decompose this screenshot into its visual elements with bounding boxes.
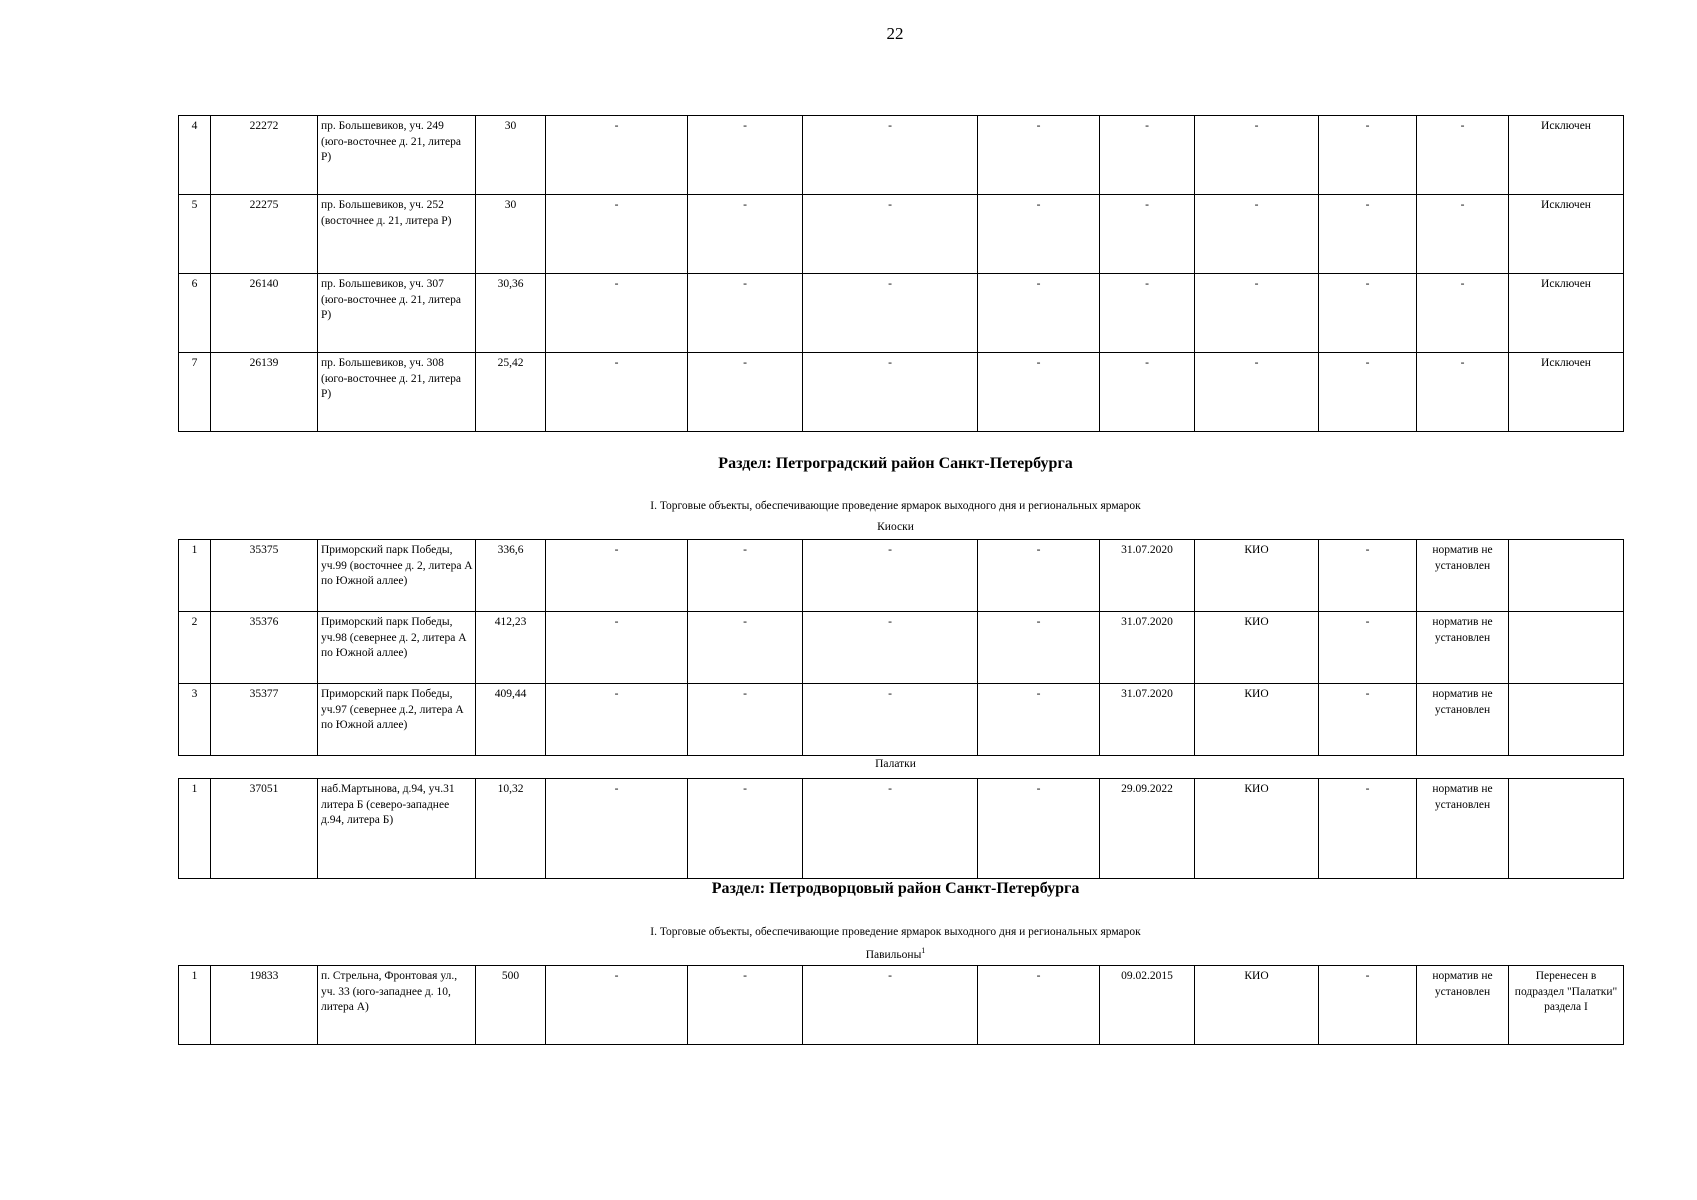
cell-organization: КИО bbox=[1195, 779, 1319, 879]
cell-col-8: - bbox=[978, 684, 1100, 756]
cell-col-5: - bbox=[546, 116, 688, 195]
cell-col-8: - bbox=[978, 966, 1100, 1045]
cell-organization: - bbox=[1195, 353, 1319, 432]
cell-col-11: - bbox=[1319, 116, 1417, 195]
cell-norm: норматив не установлен bbox=[1417, 612, 1509, 684]
table-kiosks bbox=[178, 539, 1624, 756]
cell-col-6: - bbox=[688, 353, 803, 432]
cell-col-7: - bbox=[803, 540, 978, 612]
cell-date: - bbox=[1100, 195, 1195, 274]
cell-object-id: 22275 bbox=[211, 195, 318, 274]
cell-col-11: - bbox=[1319, 353, 1417, 432]
cell-row-number: 1 bbox=[179, 966, 211, 1045]
cell-object-id: 26140 bbox=[211, 274, 318, 353]
section-subtitle-petrodvortsovy: I. Торговые объекты, обеспечивающие проведение ярмарок выходного дня и региональных ярмарок bbox=[650, 926, 1141, 938]
table-row bbox=[179, 353, 1624, 432]
cell-col-6: - bbox=[688, 274, 803, 353]
cell-address: пр. Большевиков, уч. 252 (восточнее д. 21, литера Р) bbox=[318, 195, 476, 274]
cell-norm: - bbox=[1417, 353, 1509, 432]
cell-row-number: 3 bbox=[179, 684, 211, 756]
section-subtitle-petrogradsky: I. Торговые объекты, обеспечивающие проведение ярмарок выходного дня и региональных ярмарок bbox=[650, 500, 1141, 512]
cell-address: наб.Мартынова, д.94, уч.31 литера Б (северо-западнее д.94, литера Б) bbox=[318, 779, 476, 879]
cell-col-5: - bbox=[546, 779, 688, 879]
cell-col-11: - bbox=[1319, 195, 1417, 274]
cell-area: 30 bbox=[476, 116, 546, 195]
cell-organization: КИО bbox=[1195, 966, 1319, 1045]
cell-col-7: - bbox=[803, 612, 978, 684]
cell-note bbox=[1509, 540, 1624, 612]
cell-area: 409,44 bbox=[476, 684, 546, 756]
cell-object-id: 35377 bbox=[211, 684, 318, 756]
cell-organization: - bbox=[1195, 274, 1319, 353]
footnote-marker: 1 bbox=[921, 946, 926, 956]
cell-note: Исключен bbox=[1509, 195, 1624, 274]
table-row bbox=[179, 540, 1624, 612]
cell-col-5: - bbox=[546, 274, 688, 353]
cell-organization: - bbox=[1195, 116, 1319, 195]
table-row bbox=[179, 779, 1624, 879]
cell-col-6: - bbox=[688, 116, 803, 195]
table-row bbox=[179, 116, 1624, 195]
cell-col-8: - bbox=[978, 195, 1100, 274]
cell-object-id: 19833 bbox=[211, 966, 318, 1045]
cell-note bbox=[1509, 612, 1624, 684]
section-title-petrogradsky: Раздел: Петроградский район Санкт-Петербурга bbox=[718, 455, 1073, 472]
cell-row-number: 6 bbox=[179, 274, 211, 353]
cell-note: Исключен bbox=[1509, 116, 1624, 195]
cell-col-7: - bbox=[803, 353, 978, 432]
cell-area: 10,32 bbox=[476, 779, 546, 879]
cell-col-6: - bbox=[688, 612, 803, 684]
cell-area: 500 bbox=[476, 966, 546, 1045]
cell-col-6: - bbox=[688, 966, 803, 1045]
cell-norm: - bbox=[1417, 195, 1509, 274]
cell-address: Приморский парк Победы, уч.97 (севернее д.2, литера А по Южной аллее) bbox=[318, 684, 476, 756]
cell-norm: - bbox=[1417, 116, 1509, 195]
cell-col-6: - bbox=[688, 684, 803, 756]
cell-area: 30 bbox=[476, 195, 546, 274]
cell-col-8: - bbox=[978, 353, 1100, 432]
cell-row-number: 7 bbox=[179, 353, 211, 432]
page-number: 22 bbox=[886, 24, 904, 43]
cell-date: - bbox=[1100, 353, 1195, 432]
cell-note: Исключен bbox=[1509, 274, 1624, 353]
cell-object-id: 37051 bbox=[211, 779, 318, 879]
cell-area: 30,36 bbox=[476, 274, 546, 353]
group-label-pavilions bbox=[178, 946, 1613, 961]
cell-object-id: 22272 bbox=[211, 116, 318, 195]
cell-row-number: 5 bbox=[179, 195, 211, 274]
cell-col-7: - bbox=[803, 684, 978, 756]
cell-col-5: - bbox=[546, 353, 688, 432]
cell-norm: норматив не установлен bbox=[1417, 966, 1509, 1045]
cell-col-8: - bbox=[978, 779, 1100, 879]
cell-col-11: - bbox=[1319, 966, 1417, 1045]
cell-organization: КИО bbox=[1195, 612, 1319, 684]
cell-col-7: - bbox=[803, 195, 978, 274]
cell-col-11: - bbox=[1319, 779, 1417, 879]
cell-col-5: - bbox=[546, 684, 688, 756]
cell-organization: - bbox=[1195, 195, 1319, 274]
table-row bbox=[179, 274, 1624, 353]
cell-col-7: - bbox=[803, 966, 978, 1045]
cell-col-8: - bbox=[978, 274, 1100, 353]
cell-col-5: - bbox=[546, 195, 688, 274]
table-pavilions bbox=[178, 965, 1624, 1045]
cell-norm: норматив не установлен bbox=[1417, 779, 1509, 879]
cell-col-11: - bbox=[1319, 684, 1417, 756]
cell-date: 09.02.2015 bbox=[1100, 966, 1195, 1045]
cell-col-7: - bbox=[803, 116, 978, 195]
cell-address: Приморский парк Победы, уч.99 (восточнее д. 2, литера А по Южной аллее) bbox=[318, 540, 476, 612]
cell-date: 31.07.2020 bbox=[1100, 684, 1195, 756]
section-title-petrodvortsovy: Раздел: Петродворцовый район Санкт-Петербурга bbox=[711, 880, 1080, 897]
cell-col-11: - bbox=[1319, 612, 1417, 684]
cell-date: 31.07.2020 bbox=[1100, 540, 1195, 612]
cell-address: Приморский парк Победы, уч.98 (севернее д. 2, литера А по Южной аллее) bbox=[318, 612, 476, 684]
cell-organization: КИО bbox=[1195, 540, 1319, 612]
table-top bbox=[178, 115, 1624, 432]
cell-col-11: - bbox=[1319, 540, 1417, 612]
cell-col-8: - bbox=[978, 116, 1100, 195]
cell-col-11: - bbox=[1319, 274, 1417, 353]
cell-col-7: - bbox=[803, 779, 978, 879]
cell-object-id: 26139 bbox=[211, 353, 318, 432]
cell-date: - bbox=[1100, 274, 1195, 353]
cell-col-8: - bbox=[978, 612, 1100, 684]
table-tents bbox=[178, 778, 1624, 879]
cell-col-6: - bbox=[688, 779, 803, 879]
cell-col-6: - bbox=[688, 195, 803, 274]
group-label-pavilions-text: Павильоны bbox=[865, 949, 922, 961]
cell-address: пр. Большевиков, уч. 249 (юго-восточнее д. 21, литера Р) bbox=[318, 116, 476, 195]
cell-note: Исключен bbox=[1509, 353, 1624, 432]
table-row bbox=[179, 966, 1624, 1045]
cell-area: 412,23 bbox=[476, 612, 546, 684]
cell-note bbox=[1509, 779, 1624, 879]
cell-date: 29.09.2022 bbox=[1100, 779, 1195, 879]
cell-col-5: - bbox=[546, 540, 688, 612]
cell-col-5: - bbox=[546, 612, 688, 684]
cell-address: п. Стрельна, Фронтовая ул., уч. 33 (юго-западнее д. 10, литера А) bbox=[318, 966, 476, 1045]
cell-area: 336,6 bbox=[476, 540, 546, 612]
cell-area: 25,42 bbox=[476, 353, 546, 432]
cell-note bbox=[1509, 684, 1624, 756]
cell-col-5: - bbox=[546, 966, 688, 1045]
cell-norm: норматив не установлен bbox=[1417, 684, 1509, 756]
cell-object-id: 35375 bbox=[211, 540, 318, 612]
cell-object-id: 35376 bbox=[211, 612, 318, 684]
group-label-kiosks: Киоски bbox=[877, 521, 914, 533]
cell-organization: КИО bbox=[1195, 684, 1319, 756]
cell-norm: - bbox=[1417, 274, 1509, 353]
cell-address: пр. Большевиков, уч. 308 (юго-восточнее д. 21, литера Р) bbox=[318, 353, 476, 432]
cell-note: Перенесен в подраздел "Палатки" раздела I bbox=[1509, 966, 1624, 1045]
table-row bbox=[179, 195, 1624, 274]
cell-col-8: - bbox=[978, 540, 1100, 612]
cell-col-6: - bbox=[688, 540, 803, 612]
table-row bbox=[179, 684, 1624, 756]
cell-date: 31.07.2020 bbox=[1100, 612, 1195, 684]
cell-address: пр. Большевиков, уч. 307 (юго-восточнее д. 21, литера Р) bbox=[318, 274, 476, 353]
cell-col-7: - bbox=[803, 274, 978, 353]
cell-row-number: 1 bbox=[179, 540, 211, 612]
cell-row-number: 2 bbox=[179, 612, 211, 684]
cell-date: - bbox=[1100, 116, 1195, 195]
cell-norm: норматив не установлен bbox=[1417, 540, 1509, 612]
group-label-tents: Палатки bbox=[875, 758, 916, 770]
cell-row-number: 4 bbox=[179, 116, 211, 195]
table-row bbox=[179, 612, 1624, 684]
cell-row-number: 1 bbox=[179, 779, 211, 879]
